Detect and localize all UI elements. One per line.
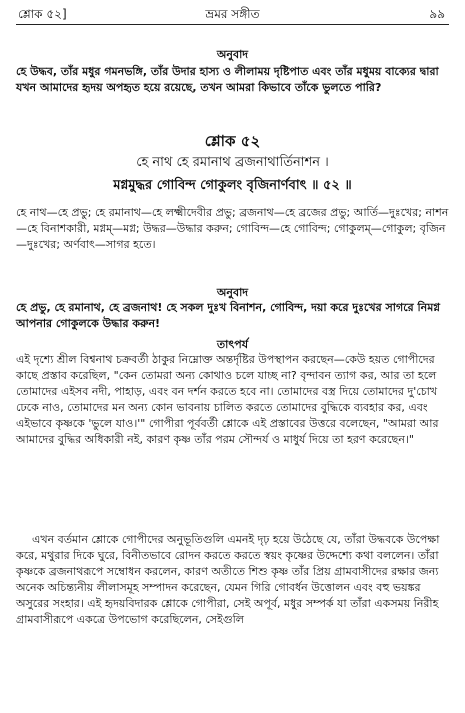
verse-line-1: হে নাথ হে রমানাথ ব্রজনাথার্তিনাশন । (136, 155, 329, 170)
purport-heading: তাৎপর্য (216, 338, 249, 351)
header-rule (16, 24, 449, 25)
page-number: ৯৯ (429, 7, 445, 21)
prev-translation-text: হে উদ্ধব, তাঁর মধুর গমনভঙ্গি, তাঁর উদার হাস্য ও লীলাময় দৃষ্টিপাত এবং তাঁর মধুময় বাক্যের দ্বারা যখন আমাদের হৃদয় অপহৃত হয়ে রয়েছে, তখন আমরা কিভাবে তাঁকে ভুলতে পারি? (16, 65, 439, 94)
prev-translation-heading: অনুবাদ (216, 48, 249, 61)
translation-heading: অনুবাদ (216, 286, 249, 299)
verse-line-2: মগ্নমুদ্ধর গোবিন্দ গোকুলং বৃজিনার্ণবাৎ ॥ ৫২ ॥ (113, 178, 352, 193)
purport-paragraph-1: এই দৃশ্যে শ্রীল বিশ্বনাথ চক্রবর্তী ঠাকুর নিম্নোক্ত অন্তর্দৃষ্টির উপস্থাপন করছেন—কেউ হয়ত গোপীদের কাছে প্রস্তাব করেছিল, "কেন তোমরা অন্য কোথাও চলে যাচ্ছ না? বৃন্দাবন ত্যাগ কর, আর তা হলে তোমাদের এইসব নদী, পাহাড়, এবং বন দর্শন করতে হবে না। তোমাদের বস্ত্র দিয়ে তোমাদের দু'চোখ ঢেকে নাও, তোমাদের মন অন্য কোন ভাবনায় চালিত করতে তোমাদের বুদ্ধিকে ব্যবহার কর, এবং এইভাবে কৃষ্ণকে 'ভুলে যাও।'" গোপীরা পূর্ববর্তী শ্লোকে এই প্রস্তাবের উত্তরে বলেছেন, "আমরা আর আমাদের বুদ্ধির অধিকারী নই, কারণ কৃষ্ণ তাঁর পরম সৌন্দর্য ও মাধুর্য দিয়ে তা হরণ করেছেন।" (16, 353, 439, 446)
header-verse-ref: শ্লোক ৫২] (18, 7, 67, 21)
header-chapter-title: ভ্রমর সঙ্গীত (205, 7, 260, 21)
translation-text: হে প্রভু, হে রমানাথ, হে ব্রজনাথ! হে সকল দুঃখ বিনাশন, গোবিন্দ, দয়া করে দুঃখের সাগরে নিমগ্ন আপনার গোকুলকে উদ্ধার করুন! (16, 301, 440, 330)
verse-heading: শ্লোক ৫২ (204, 132, 261, 150)
synonyms: হে নাথ—হে প্রভু; হে রমানাথ—হে লক্ষ্মীদেবীর প্রভু; ব্রজনাথ—হে ব্রজের প্রভু; আর্তি—দুঃখের; নাশন—হে বিনাশকারী, মগ্নম্—মগ্ন; উদ্ধর—উদ্ধার করুন; গোবিন্দ—হে গোবিন্দ; গোকুলম্—গোকুল; বৃজিন—দুঃখের; অর্ণবাৎ—সাগর হতে। (16, 206, 449, 251)
purport-paragraph-2: এখন বর্তমান শ্লোকে গোপীদের অনুভূতিগুলি এমনই দৃঢ় হয়ে উঠেছে যে, তাঁরা উদ্ধবকে উপেক্ষা করে, মথুরার দিকে ঘুরে, বিনীতভাবে রোদন করতে করতে স্বয়ং কৃষ্ণের উদ্দেশ্যে কথা বললেন। তাঁরা কৃষ্ণকে ব্রজনাথরূপে সম্বোধন করলেন, কারণ অতীতে শিশু কৃষ্ণ তাঁর প্রিয় গ্রামবাসীদের রক্ষার জন্য অনেক অচিন্ত্যনীয় লীলাসমূহ সম্পাদন করেছেন, যেমন গিরি গোবর্ধন উত্তোলন এবং বহু ভয়ঙ্কর অসুরের সংহার। এই হৃদয়বিদারক শ্লোকে গোপীরা, সেই অপূর্ব, মধুর সম্পর্ক যা তাঁরা একসময় নিরীহ গ্রামবাসীরূপে একত্রে উপভোগ করেছিলেন, সেইগুলি (16, 533, 440, 626)
